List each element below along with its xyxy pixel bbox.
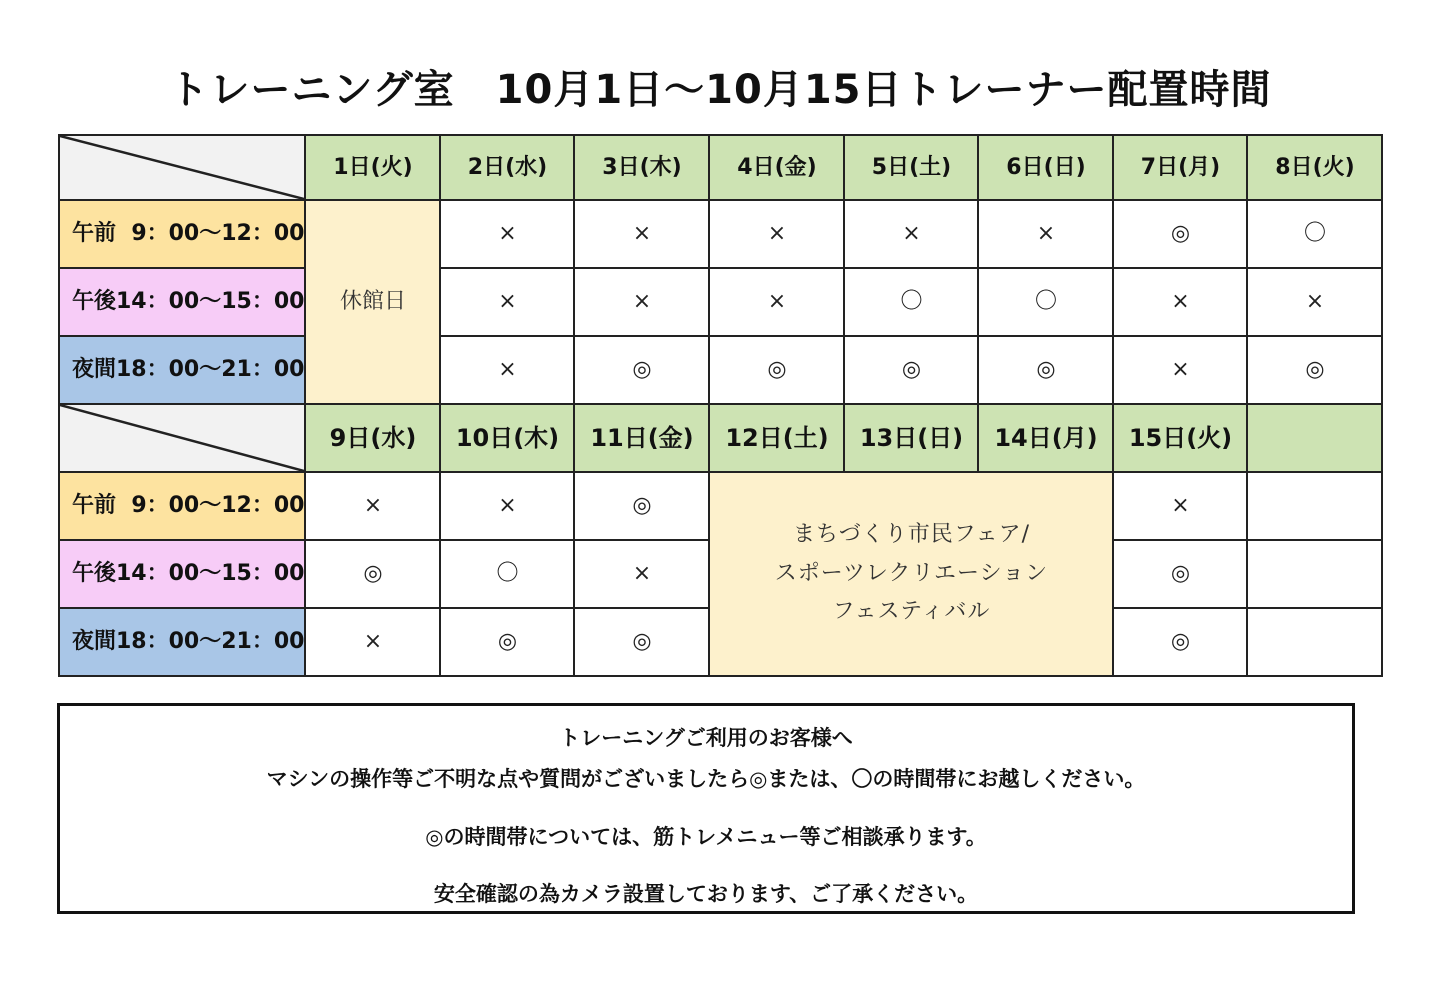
day-header: 10日(木): [440, 404, 574, 472]
corner-cell: [59, 135, 305, 200]
status-cell: ×: [1113, 268, 1247, 336]
status-cell: ×: [574, 200, 709, 268]
week2-header-row: [59, 404, 1382, 472]
day-header: 6日(日): [978, 135, 1113, 200]
status-cell: ◎: [709, 336, 844, 404]
week2-row-am: [59, 472, 1382, 540]
slot-label-pm: 午後14：00～15：00: [59, 268, 305, 336]
day-header: 3日(木): [574, 135, 709, 200]
page-title: トレーニング室 10月1日～10月15日トレーナー配置時間: [168, 67, 1272, 113]
status-cell: ◎: [1113, 608, 1247, 676]
status-cell: 〇: [978, 268, 1113, 336]
day-header: 2日(水): [440, 135, 574, 200]
slot-label-am: 午前 9：00～12：00: [59, 200, 305, 268]
day-header: 7日(月): [1113, 135, 1247, 200]
day-header: 4日(金): [709, 135, 844, 200]
closed-day-cell: 休館日: [305, 200, 440, 404]
day-header: 5日(土): [844, 135, 978, 200]
status-cell: ◎: [978, 336, 1113, 404]
status-cell: ×: [574, 268, 709, 336]
status-cell: ◎: [844, 336, 978, 404]
day-header: 9日(水): [305, 404, 440, 472]
day-header: 15日(火): [1113, 404, 1247, 472]
notice-line: 安全確認の為カメラ設置しております、ご了承ください。: [433, 882, 979, 906]
status-cell: ×: [574, 540, 709, 608]
status-cell: ×: [1113, 472, 1247, 540]
status-cell: ◎: [574, 472, 709, 540]
status-cell: ◎: [574, 336, 709, 404]
event-line: フェスティバル: [832, 599, 991, 625]
day-header: 12日(土): [709, 404, 844, 472]
slot-label-pm: 午後14：00～15：00: [59, 540, 305, 608]
week1-row-night: [59, 336, 1382, 404]
status-cell: ×: [305, 608, 440, 676]
notice-line: マシンの操作等ご不明な点や質問がございましたら◎または、〇の時間帯にお越しください。: [266, 767, 1146, 791]
notice-box: [57, 703, 1355, 914]
status-cell: ×: [440, 336, 574, 404]
slot-label-night: 夜間18：00～21：00: [59, 608, 305, 676]
status-cell: ×: [440, 472, 574, 540]
week1-header-row: [59, 135, 1382, 200]
status-cell: ◎: [305, 540, 440, 608]
event-line: まちづくり市民フェア/: [792, 522, 1031, 548]
day-header: 1日(火): [305, 135, 440, 200]
status-cell: ×: [440, 268, 574, 336]
empty-cell: [1247, 540, 1382, 608]
status-cell: ×: [709, 200, 844, 268]
status-cell: ×: [709, 268, 844, 336]
day-header: 13日(日): [844, 404, 978, 472]
status-cell: ×: [1247, 268, 1382, 336]
status-cell: 〇: [1247, 200, 1382, 268]
empty-cell: [1247, 472, 1382, 540]
status-cell: ◎: [1113, 540, 1247, 608]
event-line: スポーツレクリエーション: [774, 560, 1049, 586]
status-cell: ◎: [1113, 200, 1247, 268]
status-cell: 〇: [844, 268, 978, 336]
status-cell: 〇: [440, 540, 574, 608]
status-cell: ×: [305, 472, 440, 540]
status-cell: ×: [844, 200, 978, 268]
status-cell: ×: [978, 200, 1113, 268]
status-cell: ◎: [1247, 336, 1382, 404]
slot-label-am: 午前 9：00～12：00: [59, 472, 305, 540]
day-header: 11日(金): [574, 404, 709, 472]
empty-cell: [1247, 608, 1382, 676]
status-cell: ×: [1113, 336, 1247, 404]
notice-heading: トレーニングご利用のお客様へ: [559, 726, 853, 750]
day-header: [1247, 404, 1382, 472]
day-header: 8日(火): [1247, 135, 1382, 200]
event-cell: [709, 472, 1113, 676]
week1-row-pm: [59, 268, 1382, 336]
status-cell: ×: [440, 200, 574, 268]
slot-label-night: 夜間18：00～21：00: [59, 336, 305, 404]
day-header: 14日(月): [978, 404, 1113, 472]
schedule-table: [58, 134, 1383, 677]
corner-cell: [59, 404, 305, 472]
status-cell: ◎: [440, 608, 574, 676]
notice-line: ◎の時間帯については、筋トレメニュー等ご相談承ります。: [425, 825, 987, 849]
status-cell: ◎: [574, 608, 709, 676]
week1-row-am: [59, 200, 1382, 268]
